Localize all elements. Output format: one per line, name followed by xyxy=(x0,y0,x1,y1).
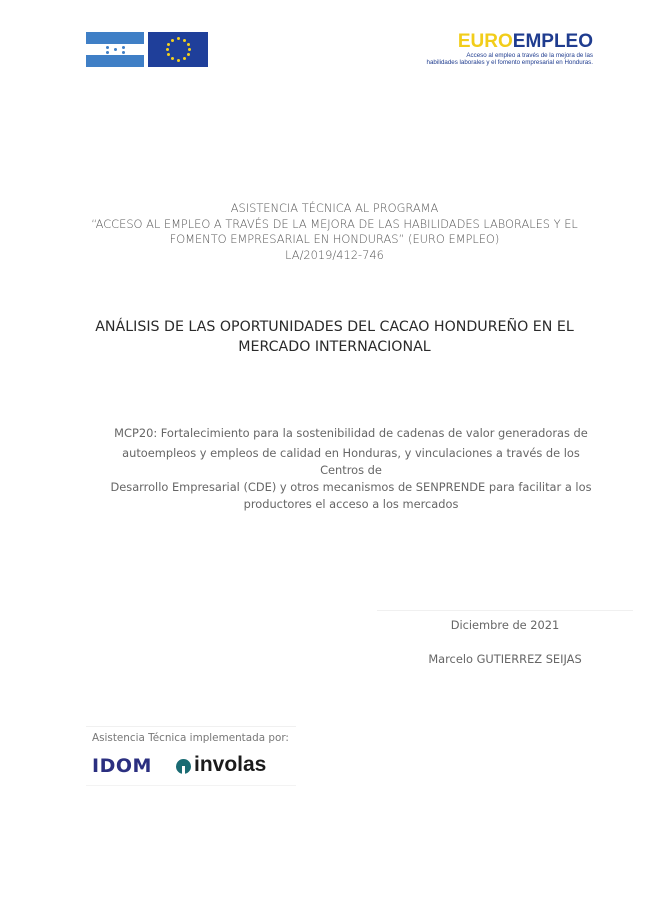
program-line-1: ASISTENCIA TÉCNICA AL PROGRAMA xyxy=(230,201,439,215)
involas-leaf-icon xyxy=(176,759,191,774)
eu-star-icon xyxy=(187,53,190,56)
program-line-2: “ACCESO AL EMPLEO A TRAVÉS DE LA MEJORA DE LAS HABILIDADES LABORALES Y EL xyxy=(91,216,578,231)
eu-star-icon xyxy=(167,43,170,46)
honduras-flag-icon xyxy=(86,32,144,67)
divider xyxy=(86,726,296,727)
program-heading xyxy=(0,201,669,263)
eu-star-icon xyxy=(183,39,186,42)
program-reference: LA/2019/412-746 xyxy=(285,247,384,262)
icon-notch xyxy=(182,766,185,774)
document-title xyxy=(0,317,669,357)
title-line-1: ANÁLISIS DE LAS OPORTUNIDADES DEL CACAO HONDUREÑO EN EL xyxy=(95,319,574,335)
divider xyxy=(377,610,633,611)
eu-star-icon xyxy=(177,59,180,62)
eu-star-icon xyxy=(171,39,174,42)
document-date: Diciembre de 2021 xyxy=(450,618,560,632)
eu-flag-icon xyxy=(148,32,208,67)
flag-star-icon xyxy=(122,46,125,49)
euroempleo-wordmark xyxy=(427,32,593,52)
component-line-4: productores el acceso a los mercados xyxy=(243,497,459,511)
brand-empleo: EMPLEO xyxy=(512,31,593,52)
component-line-3: Desarrollo Empresarial (CDE) y otros mecanismos de SENPRENDE para facilitar a los xyxy=(110,480,592,494)
divider xyxy=(86,785,296,786)
brand-euro: EURO xyxy=(457,31,513,52)
euroempleo-logo xyxy=(427,32,593,66)
flag-star-icon xyxy=(106,51,109,54)
eu-star-icon xyxy=(166,48,169,51)
flag-star-icon xyxy=(114,48,117,51)
eu-star-icon xyxy=(171,57,174,60)
component-line-2: autoempleos y empleos de calidad en Honduras, y vinculaciones a través de los Centros de xyxy=(122,446,580,477)
eu-star-icon xyxy=(187,43,190,46)
involas-logo: involas xyxy=(194,753,267,776)
eu-star-icon xyxy=(177,37,180,40)
eu-star-icon xyxy=(183,57,186,60)
brand-tagline-2: habilidades laborales y el fomento empresarial en Honduras. xyxy=(426,59,593,66)
brand-tagline-1: Acceso al empleo a través de la mejora de las xyxy=(466,52,593,59)
flag-star-icon xyxy=(106,46,109,49)
idom-logo: IDOM xyxy=(92,755,152,777)
eu-star-icon xyxy=(188,48,191,51)
title-line-2: MERCADO INTERNACIONAL xyxy=(238,339,431,355)
component-description xyxy=(100,425,602,513)
eu-star-icon xyxy=(167,53,170,56)
component-line-1: MCP20: Fortalecimiento para la sostenibilidad de cadenas de valor generadoras de xyxy=(114,426,588,440)
program-line-3: FOMENTO EMPRESARIAL EN HONDURAS” (EURO EMPLEO) xyxy=(169,232,500,246)
document-author: Marcelo GUTIERREZ SEIJAS xyxy=(428,652,582,666)
implemented-by-label: Asistencia Técnica implementada por: xyxy=(92,732,289,744)
flag-star-icon xyxy=(122,51,125,54)
